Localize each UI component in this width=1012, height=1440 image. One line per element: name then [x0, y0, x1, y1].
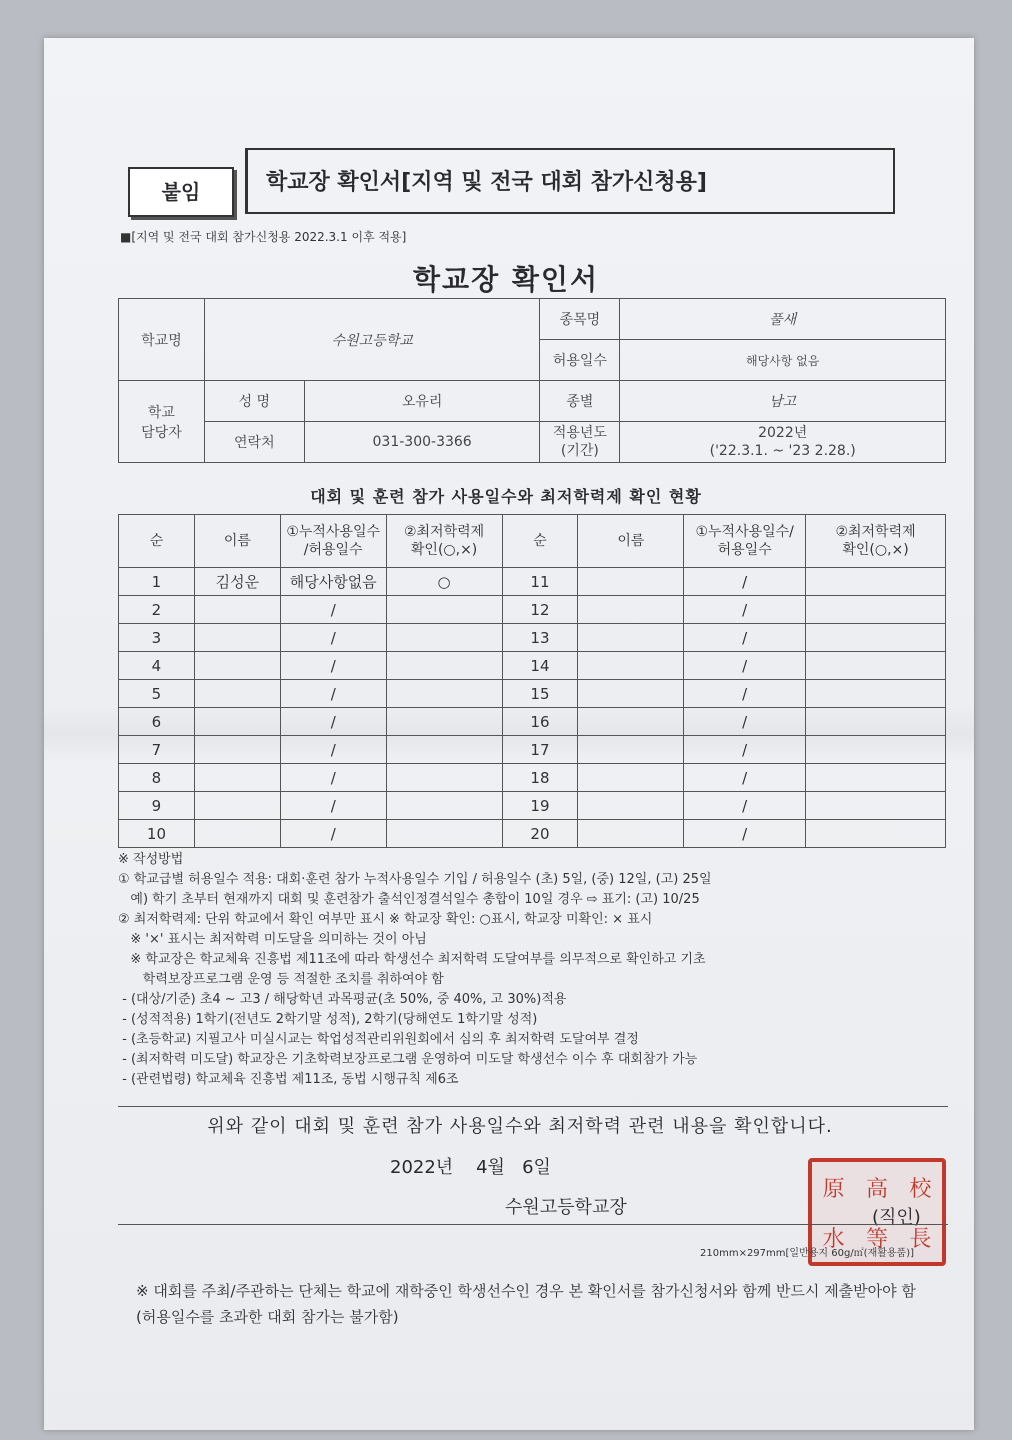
submission-note: ※ 대회를 주최/주관하는 단체는 학교에 재학중인 학생선수인 경우 본 확인서를 참가신청서와 함께 반드시 제출받아야 함(허용일수를 초과한 대회 참가는 불가함) [136, 1282, 916, 1326]
period-value: ('22.3.1. ~ '23 2.28.) [709, 443, 856, 459]
table-cell: / [280, 596, 386, 624]
teacher-name: 오유리 [304, 381, 540, 422]
table-cell [578, 708, 684, 736]
category-label: 종별 [540, 381, 620, 422]
table-cell: 13 [502, 624, 578, 652]
teacher-label: 학교 담당자 [119, 381, 205, 463]
school-name-value: 수원고등학교 [204, 299, 540, 381]
column-header: ②최저학력제 확인(○,×) [386, 515, 502, 568]
instruction-line: ※ 학교장은 학교체육 진흥법 제11조에 따라 학생선수 최저학력 도달여부를 의무적으로 확인하고 기초 [118, 952, 706, 967]
table-cell [578, 820, 684, 848]
seal-glyph: 等 [865, 1226, 888, 1252]
table-cell: / [280, 736, 386, 764]
table-cell [194, 652, 280, 680]
table-cell: 16 [502, 708, 578, 736]
table-cell: / [684, 708, 806, 736]
table-cell [386, 736, 502, 764]
table-cell [806, 792, 946, 820]
table-cell: 11 [502, 568, 578, 596]
column-header: 이름 [578, 515, 684, 568]
table-header-row [119, 515, 946, 568]
table-cell [806, 764, 946, 792]
table-cell: / [684, 736, 806, 764]
table-cell: 17 [502, 736, 578, 764]
instruction-line: - (최저학력 미도달) 학교장은 기초학력보장프로그램 운영하여 미도달 학생선수 이수 후 대회참가 가능 [118, 1052, 698, 1067]
table-cell [578, 624, 684, 652]
table-cell [386, 680, 502, 708]
table-cell [806, 708, 946, 736]
table-row [119, 820, 946, 848]
appendix-label: 붙임 [161, 180, 201, 204]
table-cell: 8 [119, 764, 195, 792]
form-header-title: 학교장 확인서[지역 및 전국 대회 참가신청용] [245, 148, 895, 214]
instruction-line: ※ 작성방법 [118, 852, 184, 867]
instruction-line: ② 최저학력제: 단위 학교에서 확인 여부만 표시 ※ 학교장 확인: ○표시, 학교장 미확인: × 표시 [118, 912, 653, 927]
table-cell [806, 596, 946, 624]
column-header: 순 [119, 515, 195, 568]
table-cell [194, 596, 280, 624]
table-cell: / [280, 652, 386, 680]
table-cell [386, 652, 502, 680]
table-cell: / [280, 764, 386, 792]
allowed-days-value: 해당사항 없음 [620, 340, 946, 381]
seal-glyph: 原 [822, 1176, 845, 1202]
table-cell: 9 [119, 792, 195, 820]
table-cell [386, 596, 502, 624]
table-cell: / [684, 568, 806, 596]
table-cell: / [684, 792, 806, 820]
table-cell [578, 568, 684, 596]
table-cell [806, 820, 946, 848]
divider-top [118, 1106, 948, 1107]
participation-table [118, 514, 946, 848]
table-cell: 김성운 [194, 568, 280, 596]
seal-glyph: 高 [865, 1176, 888, 1202]
table-cell [806, 736, 946, 764]
sport-label: 종목명 [540, 299, 620, 340]
table-cell [386, 708, 502, 736]
section-title: 대회 및 훈련 참가 사용일수와 최저학력제 확인 현황 [310, 487, 702, 506]
table-cell: 해당사항없음 [280, 568, 386, 596]
instruction-line: - (관련법령) 학교체육 진흥법 제11조, 동법 시행규칙 제6조 [118, 1072, 459, 1087]
table-cell: 18 [502, 764, 578, 792]
table-cell: 12 [502, 596, 578, 624]
table-row [119, 652, 946, 680]
table-cell [386, 624, 502, 652]
allowed-days-label: 허용일수 [540, 340, 620, 381]
table-cell [194, 764, 280, 792]
table-body [119, 568, 946, 848]
table-cell: / [684, 764, 806, 792]
table-cell: / [280, 680, 386, 708]
table-cell: 19 [502, 792, 578, 820]
contact-value: 031-300-3366 [304, 422, 540, 463]
instruction-line: 학력보장프로그램 운영 등 적절한 조치를 취하여야 함 [118, 972, 444, 987]
table-cell: 14 [502, 652, 578, 680]
document-title: 학교장 확인서 [412, 263, 600, 296]
table-cell [194, 792, 280, 820]
appendix-badge [128, 167, 234, 217]
table-cell: 6 [119, 708, 195, 736]
instruction-line: - (대상/기준) 초4 ~ 고3 / 해당학년 과목평균(초 50%, 중 40%, 고 30%)적용 [118, 992, 567, 1007]
table-cell [806, 624, 946, 652]
table-cell [806, 568, 946, 596]
table-cell [386, 820, 502, 848]
table-cell: 7 [119, 736, 195, 764]
column-header: ①누적사용일수 /허용일수 [280, 515, 386, 568]
name-label: 성 명 [204, 381, 304, 422]
table-cell [578, 680, 684, 708]
table-cell: / [684, 596, 806, 624]
year-value: 2022년 [758, 424, 808, 441]
instruction-line: - (초등학교) 지필고사 미실시교는 학업성적관리위원회에서 심의 후 최저학력 도달여부 결정 [118, 1032, 639, 1047]
table-cell: ○ [386, 568, 502, 596]
table-row [119, 736, 946, 764]
table-cell: 5 [119, 680, 195, 708]
table-row [119, 624, 946, 652]
table-cell [194, 736, 280, 764]
table-row [119, 680, 946, 708]
seal-glyph: 校 [909, 1176, 932, 1202]
instruction-line: ※ '×' 표시는 최저학력 미도달을 의미하는 것이 아님 [118, 932, 427, 947]
table-cell: / [684, 624, 806, 652]
divider-bottom [118, 1224, 948, 1225]
table-cell: 10 [119, 820, 195, 848]
applicability-note: ■[지역 및 전국 대회 참가신청용 2022.3.1 이후 적용] [120, 230, 407, 244]
table-cell [578, 596, 684, 624]
table-cell [194, 820, 280, 848]
table-cell [194, 680, 280, 708]
table-cell [578, 736, 684, 764]
school-info-table [118, 298, 946, 463]
table-cell: / [280, 820, 386, 848]
table-cell: / [280, 708, 386, 736]
table-cell [806, 680, 946, 708]
instruction-line: 예) 학기 초부터 현재까지 대회 및 훈련참가 출석인정결석일수 총합이 10일 경우 ⇨ 표기: (고) 10/25 [118, 892, 700, 907]
table-cell: 15 [502, 680, 578, 708]
table-cell: 20 [502, 820, 578, 848]
writing-instructions [118, 850, 948, 1090]
table-cell: 2 [119, 596, 195, 624]
table-row [119, 568, 946, 596]
table-cell: / [280, 792, 386, 820]
school-name-label: 학교명 [119, 299, 205, 381]
year-label: 적용년도 (기간) [540, 422, 620, 463]
table-cell [578, 764, 684, 792]
table-row [119, 708, 946, 736]
column-header: 이름 [194, 515, 280, 568]
seal-glyph: 長 [909, 1226, 932, 1252]
instruction-line: - (성적적용) 1학기(전년도 2학기말 성적), 2학기(당해연도 1학기말 성적) [118, 1012, 538, 1027]
table-cell [578, 652, 684, 680]
table-cell: / [684, 680, 806, 708]
table-row [119, 792, 946, 820]
seal-glyph: 水 [822, 1226, 845, 1252]
category-value: 남고 [620, 381, 946, 422]
table-cell [386, 792, 502, 820]
column-header: ②최저학력제 확인(○,×) [806, 515, 946, 568]
table-row [119, 764, 946, 792]
table-cell [386, 764, 502, 792]
table-cell: / [280, 624, 386, 652]
confirmation-statement: 위와 같이 대회 및 훈련 참가 사용일수와 최저학력 관련 내용을 확인합니다. [207, 1116, 833, 1137]
seal-label: (직인) [872, 1207, 921, 1228]
table-row [119, 596, 946, 624]
table-cell: / [684, 820, 806, 848]
table-cell: / [684, 652, 806, 680]
table-cell [578, 792, 684, 820]
table-cell [194, 708, 280, 736]
issue-date: 2022년 4월 6일 [390, 1157, 551, 1178]
column-header: ①누적사용일수/ 허용일수 [684, 515, 806, 568]
sport-value: 풀새 [620, 299, 946, 340]
table-cell: 4 [119, 652, 195, 680]
principal-title: 수원고등학교장 [505, 1197, 627, 1218]
column-header: 순 [502, 515, 578, 568]
table-cell: 3 [119, 624, 195, 652]
contact-label: 연락처 [204, 422, 304, 463]
table-cell [194, 624, 280, 652]
paper-spec: 210mm×297mm[일반용지 60g/㎡(재활용품)] [700, 1248, 915, 1259]
table-cell [806, 652, 946, 680]
instruction-line: ① 학교급별 허용일수 적용: 대회·훈련 참가 누적사용일수 기입 / 허용일수 (초) 5일, (중) 12일, (고) 25일 [118, 872, 712, 887]
year-cell [620, 422, 946, 463]
table-cell: 1 [119, 568, 195, 596]
